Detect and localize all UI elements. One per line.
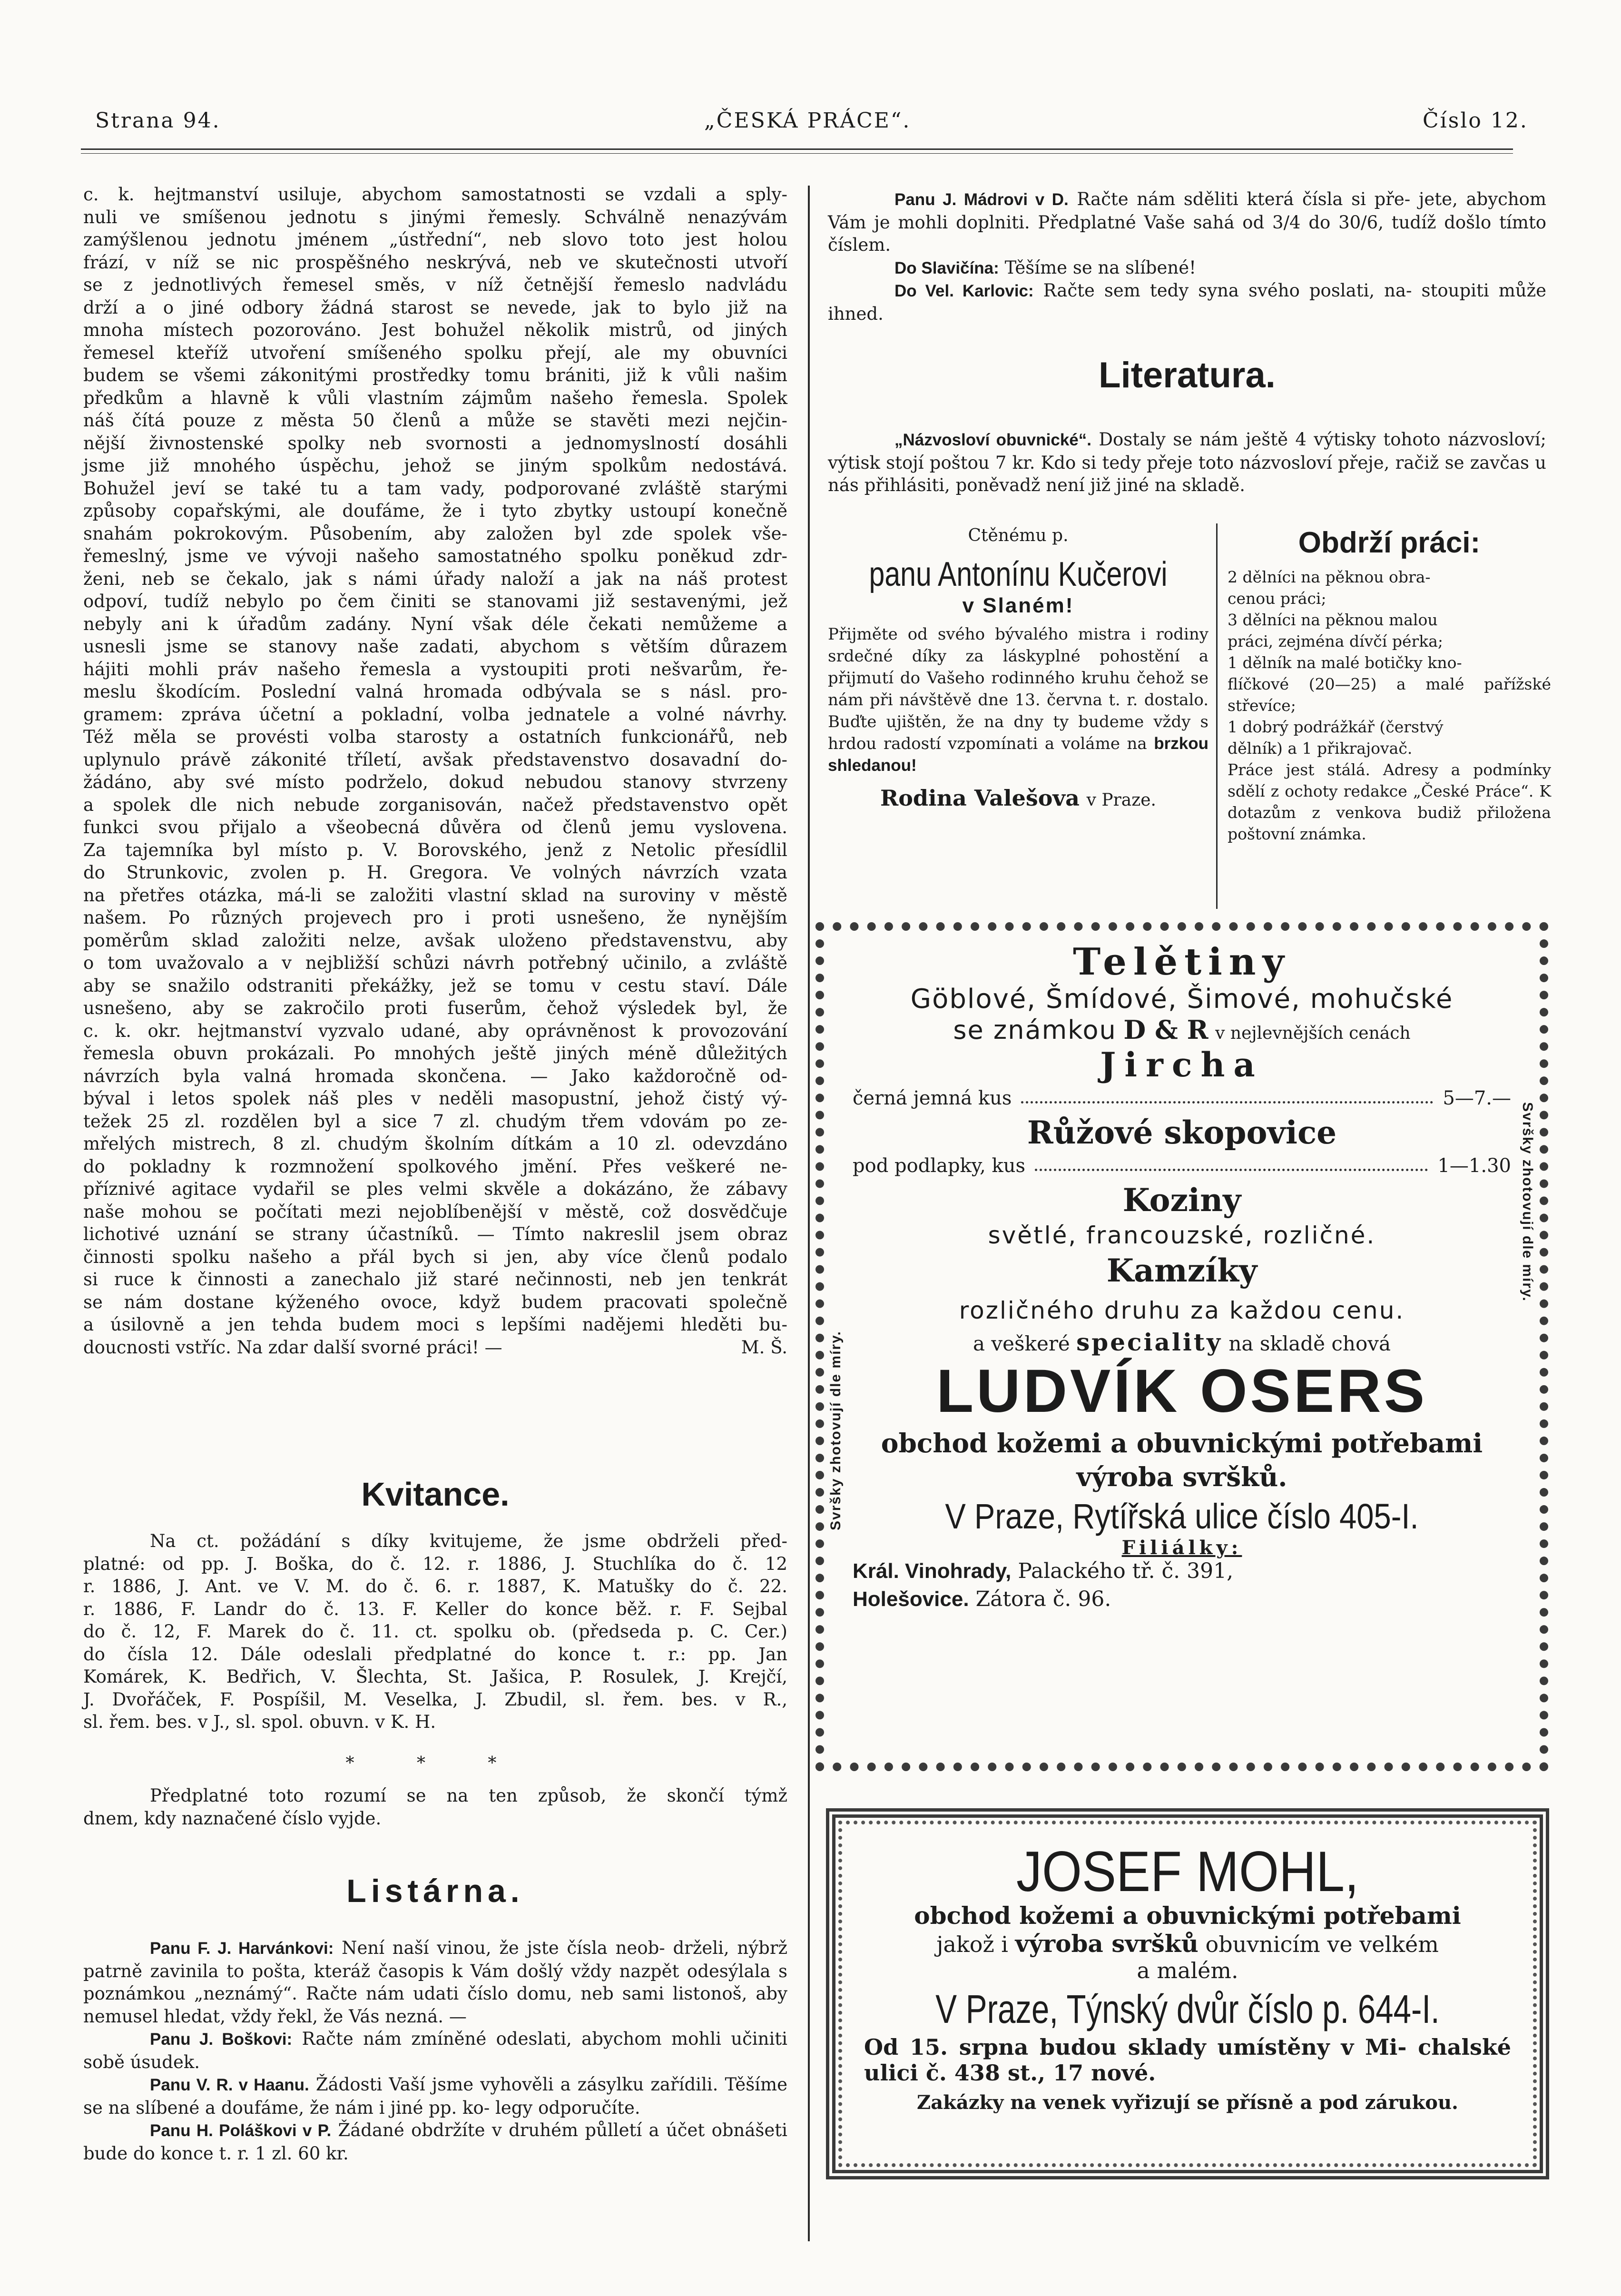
header-rule-thin	[81, 153, 1513, 154]
text-line: r. 1886, F. Landr do č. 13. F. Keller do konce běž. r. F. Sejbal	[83, 1598, 787, 1619]
text-line: r. 1886, J. Ant. ve V. M. do č. 6. r. 1887, K. Matušky do č. 22.	[83, 1576, 787, 1596]
job-line: 3 dělníci na pěknou malou	[1228, 611, 1438, 629]
thanks-name: panu Antonínu Kučerovi	[869, 555, 1168, 593]
job-title: Obdrží práci:	[1298, 526, 1481, 559]
ad-osers-price-row-1	[853, 1087, 1511, 1109]
text-line: Komárek, K. Bedřich, V. Šlechta, St. Jašica, P. Rosulek, J. Krejčí,	[83, 1666, 787, 1687]
ad-osers-koziny-sub: světlé, francouzské, rozličné.	[988, 1222, 1376, 1249]
text-line: poměrům sklad založiti nelze, avšak uloženo představenstvu, aby	[83, 930, 787, 951]
listarna-body	[83, 1937, 787, 2165]
ad-mohl-orders: Zakázky na venek vyřizují se přísně a pod zárukou.	[917, 2091, 1458, 2114]
page-number: Strana 94.	[95, 108, 221, 133]
text-line: naše mohou se počítati mezi nejoblíbenější v městě, což dosvědčuje	[83, 1201, 787, 1222]
replies-block	[828, 188, 1546, 325]
listarna-message: Žádané obdržíte v druhém půlletí a účet obnášeti bude do konce t. r. 1 zl. 60 kr.	[83, 2120, 788, 2164]
listarna-message: Není naší vinou, že jste čísla neob- drželi, nýbrž patrně zavinila to pošta, kteráž časopis k Vám došlý vždy nazpět odesýlala s poznámkou „neznámý“. Račte nám udati číslo domu, neb sami listonoš, aby nemusel hledat, vždy řekl, že Vás nezná. —	[83, 1938, 788, 2027]
text-line: Předplatné toto rozumí se na ten způsob, že skončí týmž	[150, 1785, 787, 1806]
ad-osers-subline-b: v nejlevnějších cenách	[1215, 1024, 1411, 1043]
ad-mohl-content	[864, 1842, 1511, 2114]
thanks-signature	[828, 785, 1208, 811]
text-line: nebyly ani k úřadům zadány. Nyní však déle čekati nemůžeme a	[83, 613, 787, 634]
text-line: předkům a hlavně k vůli vlastním zájmům našeho řemesla. Spolek	[83, 387, 787, 408]
ad-osers-koziny: Koziny	[1122, 1182, 1241, 1219]
text-line: způsoby copařskými, ale doufáme, že i tyto zbytky ustoupí konečně	[83, 501, 787, 521]
line2-a: jakož i	[936, 1931, 1009, 1957]
main-article	[83, 183, 787, 1359]
ad-osers-subline-a: se známkou	[953, 1015, 1117, 1045]
trademark: D & R	[1123, 1015, 1208, 1045]
leader-dots	[1035, 1155, 1428, 1171]
text-line: nější živnostenské spolky neb svornosti a jednomyslností dosáhli	[83, 433, 787, 453]
text-line: Též měla se provésti volba starosty a ostatních funkcionářů, neb	[83, 727, 787, 747]
job-line: 2 dělníci na pěknou obra-	[1228, 568, 1431, 586]
text-line: mnoha místech pozorováno. Jest bohužel několik mistrů, od jiných	[83, 320, 787, 340]
job-line: cenou práci;	[1228, 589, 1326, 608]
column-divider	[808, 186, 810, 2241]
listarna-recipient: Panu V. R. v Haanu.	[150, 2076, 309, 2094]
article-signature: M. Š.	[741, 1337, 787, 1358]
text-line: težek 25 zl. rozdělen byl a sice 7 zl. chudým třem vdovám po ze-	[83, 1111, 787, 1132]
price-item: černá jemná kus	[853, 1087, 1012, 1109]
ad-osers-kamziky-sub: rozličného druhu za každou cenu.	[959, 1297, 1405, 1324]
text-line: činnosti spolku našeho a přál bych si jen, aby více členů podalo	[83, 1246, 787, 1267]
specialty-b: speciality	[1076, 1328, 1223, 1356]
text-line: řemesla obuvn prokázali. Po mnohých ještě jiných méně důležitých	[83, 1043, 787, 1064]
reply-message: Račte sem tedy syna svého poslati, na- stoupiti může ihned.	[828, 280, 1546, 324]
literatura-heading: Literatura.	[1099, 355, 1276, 395]
listarna-recipient: Panu F. J. Harvánkovi:	[150, 1939, 334, 1958]
text-line: gramem: zpráva účetní a pokladní, volba jednatele a volné návrhy.	[83, 704, 787, 725]
text-line: jsme již mnohého úspěchu, jehož se jiným spolkům nedostává.	[83, 455, 787, 476]
text-line: o tom uvažovalo a v nejbližší schůzi návrh potřebný učinilo, a zvláště	[83, 953, 787, 973]
text-line: zamýšlenou jednotu jménem „ústřední“, neb slovo toto jest holou	[83, 229, 787, 250]
text-line: c. k. okr. hejtmanství vyzvalo udané, aby oprávněnost k provozování	[83, 1020, 787, 1041]
ad-osers-side-right: Svršky zhotovují dle míry.	[1520, 1102, 1535, 1302]
job-line: dělník) a 1 přikrajovač.	[1228, 739, 1413, 758]
branch-address: Zátora č. 96.	[975, 1587, 1111, 1611]
ad-mohl	[826, 1808, 1549, 2179]
text-line: řemesel kteříž utvoření smíšeného spolku přejí, ale my obuvníci	[83, 342, 787, 363]
text-line: budem se všemi zákonitými prostředky tomu brániti, již k vůli našim	[83, 365, 787, 385]
ad-osers-name: LUDVÍK OSERS	[936, 1357, 1428, 1425]
price-value: 5—7.—	[1443, 1087, 1511, 1109]
leader-dots	[1021, 1087, 1433, 1104]
text-line: sl. řem. bes. v J., sl. spol. obuvn. v K. H.	[83, 1712, 436, 1732]
text-line: drží a o jiné odbory žádná starost se nevede, jak to bylo již na	[83, 297, 787, 318]
text-line: býval i letos spolek náš ples v neděli masopustní, jehož čistý vý-	[83, 1088, 787, 1109]
ad-mohl-move: Od 15. srpna budou sklady umístěny v Mi- chalské ulici č. 438 st., 17 nové.	[864, 2034, 1511, 2086]
branch-place: Král. Vinohrady,	[853, 1559, 1012, 1583]
job-line: práci, zejména dívčí pérka;	[1228, 632, 1444, 650]
thanks-salute: Ctěnému p.	[968, 526, 1069, 545]
text-line: usnešeno, aby se zakročilo proti fuserům, čehož výsledek byl, že	[83, 998, 787, 1018]
ad-mohl-line2	[864, 1930, 1511, 1958]
reply-message: Těšíme se na slíbené!	[1004, 257, 1196, 278]
job-line: 1 dělník na malé botičky kno-	[1228, 653, 1462, 672]
price-value: 1—1.30	[1437, 1155, 1511, 1177]
header-rule	[81, 148, 1513, 150]
text-line: snahám pokrokovým. Působením, aby založen byl zde spolek vše-	[83, 523, 787, 544]
thanks-farewell: brzkou shledanou!	[828, 734, 1208, 775]
ad-osers-kamziky: Kamzíky	[1106, 1252, 1258, 1289]
thanks-signer: Rodina Valešova	[880, 785, 1080, 811]
text-line: se nám dostane kýženého ovoce, když budem pracovati společně	[83, 1291, 787, 1312]
ad-osers-side-left: Svršky zhotovují dle míry.	[828, 1330, 844, 1530]
kvitance-heading: Kvitance.	[361, 1476, 510, 1513]
ad-osers-address: V Praze, Rytířská ulice číslo 405-I.	[945, 1497, 1419, 1536]
ad-osers-subline	[853, 1015, 1511, 1045]
text-line: do pokladny k rozmnožení spolkového jmění. Přes veškeré ne-	[83, 1156, 787, 1177]
ad-osers-content	[853, 940, 1511, 1611]
text-line: funkci svou přijalo a všeobecná důvěra od členů jemu vyslovena.	[83, 817, 787, 838]
listarna-message: Račte nám zmíněné odeslati, abychom mohli učiniti sobě úsudek.	[83, 2029, 787, 2072]
text-line: na přetřes otázka, má-li se založiti vlastní sklad na suroviny v městě	[83, 885, 787, 906]
job-line: Práce jest stálá. Adresy a podmínky sdělí z ochoty redakce „České Práce“. K dotazům z venkova budiž přiložena poštovní známka.	[1228, 760, 1551, 843]
ad-mohl-address: V Praze, Týnský dvůr číslo p. 644-I.	[935, 1987, 1440, 2031]
ad-osers-branch-2	[853, 1587, 1511, 1611]
ad-osers-subtitle: Göblové, Šmídové, Šimové, mohučské	[910, 984, 1454, 1015]
text-line: do č. 12, F. Marek do č. 11. ct. spolku ob. (předseda p. C. Cer.)	[83, 1621, 787, 1642]
stars-separator: * * *	[345, 1754, 525, 1773]
text-line: a spolek dle nich nebude zorganisován, načež představenstvo opět	[83, 794, 787, 815]
ad-osers-title: Telětiny	[1073, 940, 1291, 984]
predplatne-note	[83, 1784, 787, 1830]
text-line: odpoví, tudíž nebylo po čem činiti se stanovami již sestavenými, jež	[83, 591, 787, 611]
thanks-body	[828, 623, 1208, 777]
text-line: hájiti mohli práv našeho řemesla a vystoupiti proti nešvarům, ře-	[83, 659, 787, 680]
text-line: Za tajemníka byl místo p. V. Borovského, jenž z Netolic přesídlil	[83, 839, 787, 860]
text-line: si ruce k činnosti a zanechalo již staré nečinnosti, neb jen tenkrát	[83, 1269, 787, 1290]
literatura-body	[828, 428, 1546, 497]
text-line: a úsilovně a jen tehda budem moci s lepšími nadějemi hleděti bu-	[83, 1314, 787, 1335]
text-line: Bohužel jeví se také tu a tam vady, podporované zvláště starými	[83, 478, 787, 499]
thanks-signer-place: v Praze.	[1086, 790, 1156, 810]
newspaper-title: „ČESKÁ PRÁCE“.	[704, 108, 911, 133]
text-line: J. Dvořáček, F. Pospíšil, M. Veselka, J. Zbudil, sl. řem. bes. v R.,	[83, 1689, 787, 1710]
specialty-c: na skladě chová	[1228, 1332, 1391, 1355]
line2-b: výroba svršků	[1015, 1930, 1199, 1958]
listarna-message: Žádosti Vaší jsme vyhověli a zásylku zařídili. Těšíme se na slíbené a doufáme, že nám i jiné pp. ko- legy odporučíte.	[83, 2074, 787, 2118]
ad-osers-price-row-2	[853, 1155, 1511, 1177]
text-line: nuli ve smíšenou jednotu s jinými řemesly. Schválně nenazývám	[83, 207, 787, 227]
reply-recipient: Panu J. Mádrovi v D.	[894, 190, 1069, 209]
listarna-recipient: Panu J. Boškovi:	[150, 2030, 293, 2049]
text-line: mřelých mistrech, 8 zl. chudým školním dítkám a 10 zl. odevzdáno	[83, 1133, 787, 1154]
branch-place: Holešovice.	[853, 1587, 969, 1611]
text-line: dnem, kdy naznačené číslo vyjde.	[83, 1808, 382, 1829]
branch-address: Palackého tř. č. 391,	[1018, 1559, 1234, 1583]
job-details	[1228, 566, 1551, 845]
text-line: našem. Po různých projevech pro i proti usnešeno, že nynějším	[83, 907, 787, 928]
job-line: 1 dobrý podrážkář (čerstvý	[1228, 718, 1444, 736]
text-line: náš čítá pouze z města 50 členů a může se stavěti mezi nejčin-	[83, 410, 787, 431]
article-body	[83, 183, 787, 1359]
thanks-place: v Slaném!	[962, 594, 1074, 617]
text-line: ženi, neb se čekalo, jak s námi úřady naloží a jak na náš protest	[83, 568, 787, 589]
text-line: do čísla 12. Dále odeslali předplatné do konce t. r.: pp. Jan	[83, 1644, 787, 1665]
text-line: uplynulo právě zákonité tříletí, avšak představenstvo dosavadní do-	[83, 749, 787, 770]
ad-osers-specialty	[853, 1328, 1511, 1356]
text-line: doucnosti vstříc. Na zdar další svorné práci! —	[83, 1337, 502, 1358]
notice-divider	[1216, 523, 1218, 909]
job-line: flíčkové (20—25) a malé pařížské střevíce;	[1228, 675, 1551, 715]
ad-osers-skopovice: Růžové skopovice	[1027, 1114, 1337, 1151]
text-line: do Strunkovic, zvolen p. H. Gregora. Ve volných návrzích vzata	[83, 862, 787, 883]
ad-osers-jircha: Jircha	[1100, 1045, 1264, 1084]
job-notice	[1228, 526, 1551, 845]
line2-c: obuvnicím ve velkém	[1205, 1931, 1439, 1957]
text-line: frází, v níž se nic prospěšného neskrývá, neb ve skutečnosti utvoří	[83, 252, 787, 273]
text-line: řemeslný, jsme ve vývoji našeho samostatného spolku poněkud zdr-	[83, 546, 787, 566]
text-line: meslu škodícím. Poslední valná hromada odbývala se s násl. pro-	[83, 681, 787, 702]
reply-message: Račte nám sděliti která čísla si pře- jete, abychom Vám je mohli doplniti. Předplatné Vaše sahá od 3/4 do 30/6, tudíž došlo tímto číslem.	[828, 189, 1547, 255]
price-item: pod podlapky, kus	[853, 1155, 1026, 1177]
text-line: příznivé agitace vydařil se ples velmi skvěle a dokázáno, že zábavy	[83, 1179, 787, 1199]
text-line: aby se snažilo odstraniti překážky, jež se tomu v cestu staví. Dále	[83, 975, 787, 996]
thanks-notice	[828, 526, 1208, 811]
text-line: c. k. hejtmanství usiluje, abychom samostatnosti se vzdali a sply-	[83, 184, 787, 205]
text-line: Na ct. požádání s díky kvitujeme, že jsme obdrželi před-	[150, 1531, 787, 1551]
listarna-heading: Listárna.	[346, 1873, 524, 1909]
literatura-text: Dostaly se nám ještě 4 výtisky tohoto názvosloví; výtisk stojí poštou 7 kr. Kdo si tedy přeje toto názvosloví přeje, račiž se zavčas u nás přihlásiti, poněvadž není již jiné na skladě.	[828, 429, 1547, 495]
kvitance-body	[83, 1530, 787, 1734]
ad-mohl-name: JOSEF MOHL,	[1016, 1840, 1359, 1903]
ad-mohl-line3: a malém.	[1137, 1958, 1238, 1983]
ad-osers-vyroba: výroba svršků.	[1076, 1461, 1287, 1492]
text-line: lichotivé uznání se strany účastníků. — Tímto nakreslil jsem obraz	[83, 1224, 787, 1244]
listarna-recipient: Panu H. Poláškovi v P.	[150, 2121, 332, 2140]
text-line: žádáno, aby své místo podrželo, dokud nebudou stanovy stvrzeny	[83, 772, 787, 792]
text-line: usnesli jsme se stanovy naše zadati, abychom s větším důrazem	[83, 636, 787, 657]
text-line: návrzích byla valná hromada skončena. — Jako každoročně od-	[83, 1065, 787, 1086]
ad-osers-filialky: Filiálky:	[1121, 1537, 1242, 1559]
ad-osers	[815, 922, 1548, 1771]
reply-recipient: Do Slavičína:	[894, 258, 999, 277]
ad-mohl-line1: obchod kožemi a obuvnickými potřebami	[914, 1902, 1461, 1930]
ad-osers-shop: obchod kožemi a obuvnickými potřebami	[881, 1428, 1483, 1458]
reply-recipient: Do Vel. Karlovic:	[894, 282, 1034, 300]
issue-number: Číslo 12.	[1423, 108, 1528, 133]
specialty-a: a veškeré	[973, 1332, 1070, 1355]
ad-osers-branch-1	[853, 1559, 1511, 1583]
text-line: se z jednotlivých řemesel směs, v níž četnější řemeslo nadvládu	[83, 275, 787, 295]
literatura-book: „Názvosloví obuvnické“.	[894, 431, 1091, 449]
text-line: platné: od pp. J. Boška, do č. 12. r. 1886, J. Stuchlíka do č. 12	[83, 1553, 787, 1574]
thanks-text: Přijměte od svého bývalého mistra i rodiny srdečné díky za láskyplné pohostění a přijmutí do Vašeho rodinného kruhu čehož se nám při návštěvě dne 13. června t. r. dostalo. Buďte ujištěn, že na dny ty budeme vždy s hrdou radostí vzpomínati a voláme na	[828, 625, 1208, 753]
